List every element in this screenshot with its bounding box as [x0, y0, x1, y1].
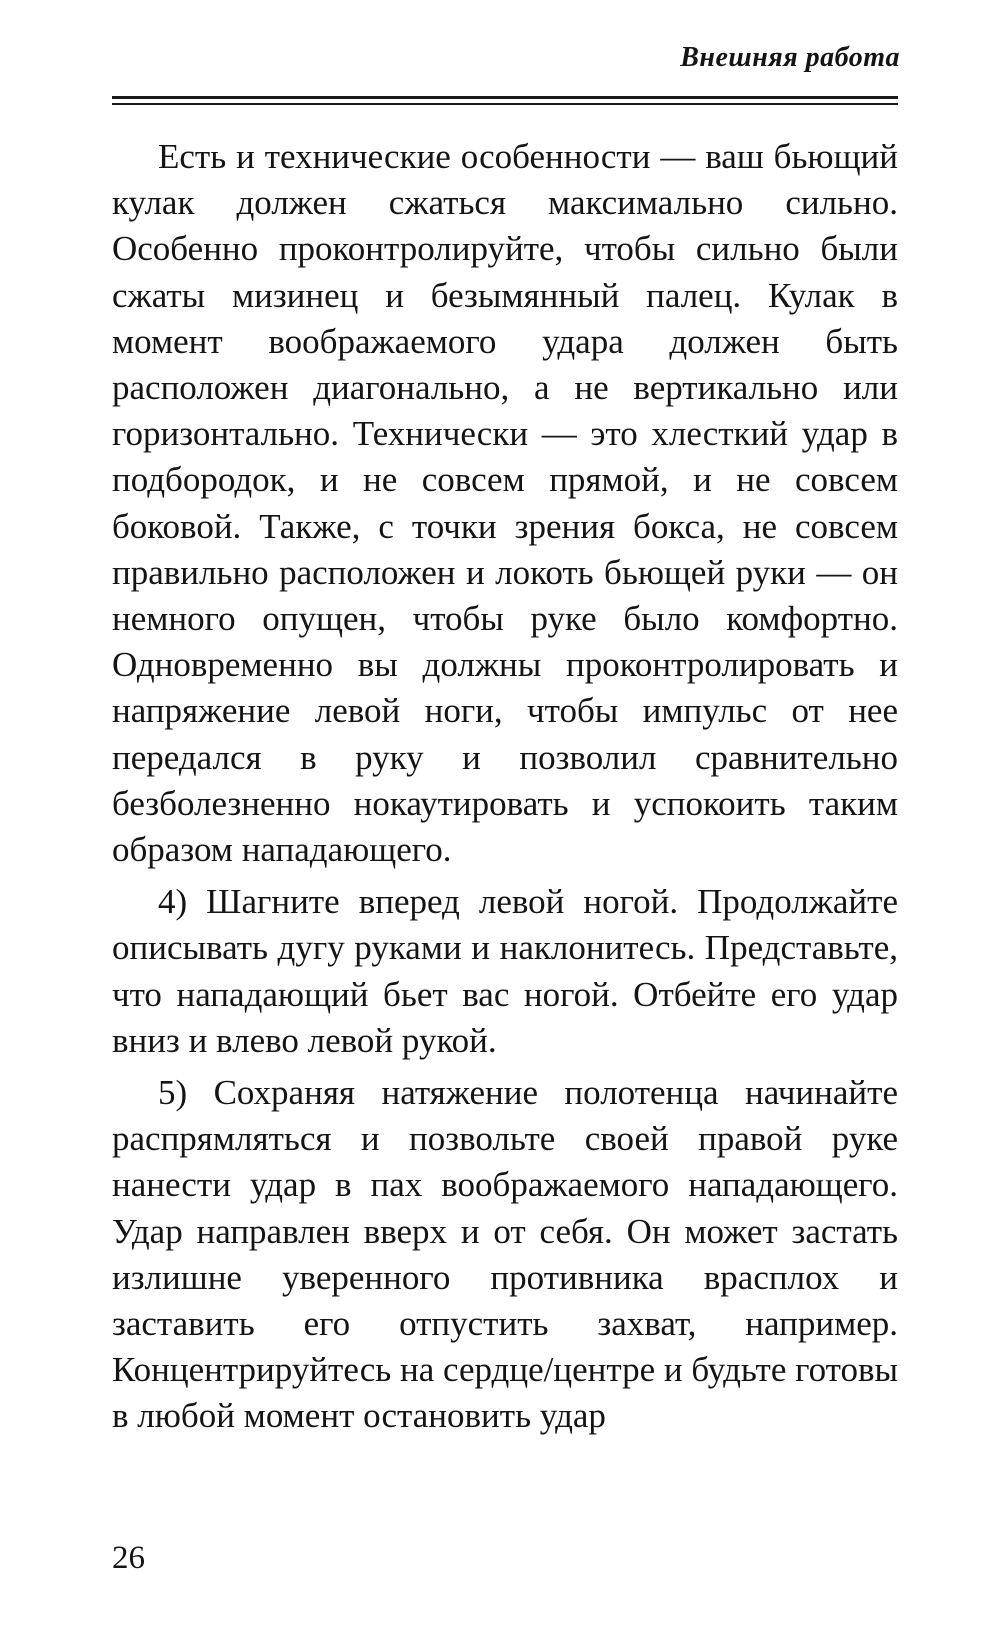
paragraph-technique: Есть и технические особенности — ваш бьющий кулак должен сжаться максимально сильно. Особенно проконтролируйте, чтобы сильно были сжаты мизинец и безымянный палец. Кулак в момент воображаемого удара должен быть расположен диагонально, а не вертикально или горизонтально. Технически — это хлесткий удар в подбородок, и не совсем прямой, и не совсем боковой. Также, с точки зрения бокса, не совсем правильно расположен и локоть бьющей руки — он немного опущен, чтобы руке было комфортно. Одновременно вы должны проконтролировать и напряжение левой ноги, чтобы импульс от нее передался в руку и позволил сравнительно безболезненно нокаутировать и успокоить таким образом нападающего.: [112, 137, 898, 870]
paragraph-step-5: 5) Сохраняя натяжение полотенца начинайте распрямляться и позвольте своей правой руке нанести удар в пах воображаемого нападающего. Удар направлен вверх и от себя. Он может застать излишне уверенного противника врасплох и заставить его отпустить захват, например. Концентрируйтесь на сердце/центре и будьте готовы в любой момент остановить удар: [112, 1073, 899, 1436]
paragraph-step-4: 4) Шагните вперед левой ногой. Продолжайте описывать дугу руками и наклонитесь. Представьте, что нападающий бьет вас ногой. Отбейте его удар вниз и влево левой рукой.: [112, 882, 898, 1060]
running-title: Внешняя работа: [680, 42, 900, 73]
body-text: [112, 134, 898, 1440]
page-number: 26: [112, 1540, 145, 1576]
header-rule-thick: [112, 96, 898, 99]
header-rule-thin: [112, 103, 898, 105]
